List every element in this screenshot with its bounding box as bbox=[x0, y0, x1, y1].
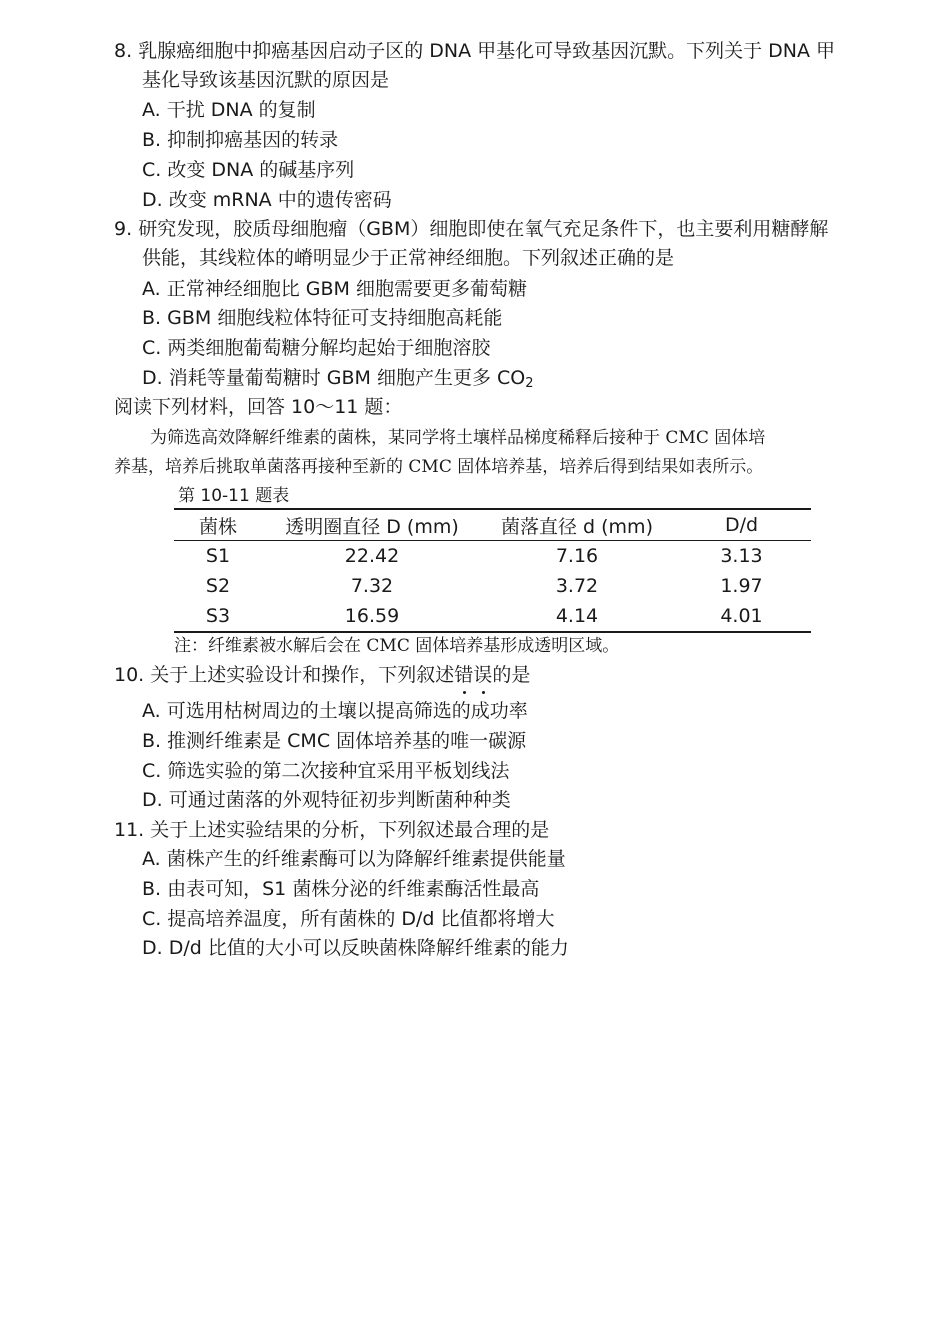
q10-option-d: D. 可通过菌落的外观特征初步判断菌种种类 bbox=[142, 789, 511, 811]
table-cell: S1 bbox=[205, 545, 231, 567]
q8-option-d: D. 改变 mRNA 中的遗传密码 bbox=[142, 189, 392, 211]
emphasis-char: 误 bbox=[473, 662, 492, 688]
q9-option-a: A. 正常神经细胞比 GBM 细胞需要更多葡萄糖 bbox=[142, 278, 527, 300]
material-paragraph-line2: 养基，培养后挑取单菌落再接种至新的 CMC 固体培养基，培养后得到结果如表所示。 bbox=[114, 457, 764, 477]
table-cell: 1.97 bbox=[720, 575, 763, 597]
q9-stem-line1 bbox=[114, 216, 828, 242]
q10-stem bbox=[114, 662, 530, 688]
q10-option-a: A. 可选用枯树周边的土壤以提高筛选的成功率 bbox=[142, 700, 528, 722]
table-header: 透明圈直径 D (mm) bbox=[285, 515, 459, 538]
results-table bbox=[174, 508, 811, 633]
q9-stem-text: 研究发现，胶质母细胞瘤（GBM）细胞即使在氧气充足条件下，也主要利用糖酵解 bbox=[138, 218, 829, 240]
q8-stem-line2: 基化导致该基因沉默的原因是 bbox=[142, 69, 390, 91]
material-intro: 阅读下列材料，回答 10～11 题： bbox=[114, 396, 403, 418]
q11-option-a: A. 菌株产生的纤维素酶可以为降解纤维素提供能量 bbox=[142, 848, 566, 870]
table-row bbox=[174, 571, 811, 601]
table-cell: 7.16 bbox=[555, 545, 599, 567]
q9-number: 9. bbox=[114, 218, 133, 240]
q11-stem bbox=[114, 817, 549, 843]
table-caption: 第 10-11 题表 bbox=[178, 486, 290, 506]
q10-option-c: C. 筛选实验的第二次接种宜采用平板划线法 bbox=[142, 760, 510, 782]
table-header: 菌株 bbox=[198, 515, 237, 538]
q8-option-a: A. 干扰 DNA 的复制 bbox=[142, 99, 316, 121]
table-header: D/d bbox=[724, 514, 759, 536]
q11-number: 11. bbox=[114, 819, 145, 841]
table-note: 注：纤维素被水解后会在 CMC 固体培养基形成透明区域。 bbox=[174, 636, 620, 656]
table-cell: S2 bbox=[205, 575, 231, 597]
q8-option-c: C. 改变 DNA 的碱基序列 bbox=[142, 159, 355, 181]
q9-option-b: B. GBM 细胞线粒体特征可支持细胞高耗能 bbox=[142, 307, 503, 329]
table-cell: 22.42 bbox=[344, 545, 400, 567]
table-cell: 3.72 bbox=[555, 575, 599, 597]
emphasis-char: 错 bbox=[454, 662, 473, 688]
q11-option-c: C. 提高培养温度，所有菌株的 D/d 比值都将增大 bbox=[142, 908, 555, 930]
table-cell: S3 bbox=[205, 605, 231, 627]
q8-stem-line1 bbox=[114, 38, 835, 64]
table-row bbox=[174, 601, 811, 632]
table-cell: 7.32 bbox=[350, 575, 394, 597]
q11-stem-text: 关于上述实验结果的分析，下列叙述最合理的是 bbox=[150, 819, 550, 841]
q9-stem-line2: 供能，其线粒体的嵴明显少于正常神经细胞。下列叙述正确的是 bbox=[142, 247, 675, 269]
q11-option-b: B. 由表可知，S1 菌株分泌的纤维素酶活性最高 bbox=[142, 878, 540, 900]
table-cell: 4.14 bbox=[555, 605, 599, 627]
q8-stem-text: 乳腺癌细胞中抑癌基因启动子区的 DNA 甲基化可导致基因沉默。下列关于 DNA 甲 bbox=[138, 40, 836, 62]
table-header: 菌落直径 d (mm) bbox=[501, 515, 653, 538]
q10-option-b: B. 推测纤维素是 CMC 固体培养基的唯一碳源 bbox=[142, 730, 527, 752]
table-cell: 16.59 bbox=[344, 605, 400, 627]
material-paragraph-line1: 为筛选高效降解纤维素的菌株，某同学将土壤样品梯度稀释后接种于 CMC 固体培 bbox=[150, 428, 766, 448]
q10-stem-suffix: 的是 bbox=[492, 664, 531, 686]
q9-option-d: D. 消耗等量葡萄糖时 GBM 细胞产生更多 $CO_2$ bbox=[142, 367, 534, 391]
q11-option-d: D. D/d 比值的大小可以反映菌株降解纤维素的能力 bbox=[142, 937, 569, 959]
q9-option-c: C. 两类细胞葡萄糖分解均起始于细胞溶胶 bbox=[142, 337, 491, 359]
q8-option-b: B. 抑制抑癌基因的转录 bbox=[142, 129, 339, 151]
table-cell: 4.01 bbox=[720, 605, 763, 627]
table-header-row bbox=[174, 509, 811, 541]
table-row bbox=[174, 541, 811, 572]
q8-number: 8. bbox=[114, 40, 133, 62]
q10-number: 10. bbox=[114, 664, 145, 686]
table-cell: 3.13 bbox=[720, 545, 763, 567]
q10-stem-prefix: 关于上述实验设计和操作，下列叙述 bbox=[150, 664, 455, 686]
